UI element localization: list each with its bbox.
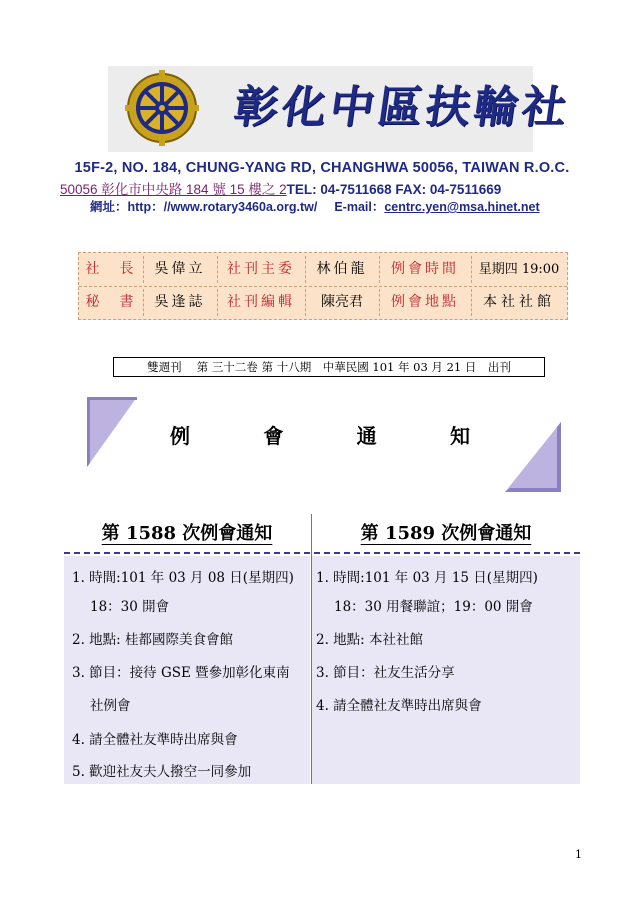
rotary-wheel-icon [112, 70, 212, 146]
notice-title-char: 會 [263, 424, 284, 448]
meeting-1588-body [64, 556, 310, 784]
column-divider [311, 514, 312, 784]
officers-row [79, 253, 567, 287]
address-chinese-line [60, 178, 600, 198]
officer-value: 陳亮君 [321, 294, 363, 310]
meeting-time-value: 星期四 19:00 [478, 262, 560, 277]
list-item: 4. 請全體社友準時出席與會 [72, 732, 238, 748]
corner-triangle-decoration [87, 397, 137, 467]
header-banner [108, 66, 574, 152]
officers-table [78, 252, 568, 320]
club-name: 彰化中區扶輪社 [230, 82, 574, 133]
meeting-place-value: 本社社館 [483, 294, 555, 310]
page-number: 1 [575, 848, 582, 861]
address-chinese[interactable]: 50056 彰化市中央路 184 號 15 樓之 2 [60, 182, 287, 197]
officer-value: 吳逢誌 [154, 294, 206, 310]
email-label: E-mail： [334, 200, 385, 214]
notice-title [140, 420, 500, 452]
officer-label: 秘 書 [85, 294, 137, 310]
officer-label: 社刊編輯 [227, 294, 295, 310]
email-link[interactable]: centrc.yen@msa.hinet.net [384, 200, 540, 214]
meeting-1589-title: 第 1589 次例會通知 [360, 523, 532, 544]
notice-title-char: 通 [356, 424, 377, 448]
list-item: 4. 請全體社友準時出席與會 [316, 698, 482, 714]
list-item: 18：30 用餐聯誼；19：00 開會 [334, 599, 533, 615]
notice-title-char: 例 [170, 424, 190, 448]
officers-row [79, 286, 567, 319]
divider [64, 552, 580, 554]
list-item: 2. 地點: 桂都國際美食會館 [72, 632, 234, 648]
tel-fax: TEL: 04-7511668 FAX: 04-7511669 [286, 182, 502, 197]
list-item: 1. 時間:101 年 03 月 08 日(星期四) [72, 570, 294, 586]
officer-label: 例會時間 [391, 261, 459, 277]
officer-value: 吳偉立 [154, 261, 206, 277]
officer-label: 例會地點 [391, 294, 459, 310]
list-item: 3. 節目：接待 GSE 暨參加彰化東南 [72, 665, 290, 681]
officer-label: 社 長 [85, 261, 137, 277]
list-item: 18：30 開會 [90, 599, 170, 615]
meeting-1589-body [312, 556, 580, 784]
list-item: 1. 時間:101 年 03 月 15 日(星期四) [316, 570, 538, 586]
website-link[interactable]: 網址：http：//www.rotary3460a.org.tw/ [90, 200, 318, 214]
list-item: 5. 歡迎社友夫人撥空一同參加 [72, 764, 252, 780]
list-item: 2. 地點: 本社社館 [316, 632, 424, 648]
address-english: 15F-2, NO. 184, CHUNG-YANG RD, CHANGHWA 50056, TAIWAN R.O.C. [74, 160, 570, 176]
officer-label: 社刊主委 [227, 261, 295, 277]
issue-line: 雙週刊 第 三十二卷 第 十八期 中華民國 101 年 03 月 21 日 出刊 [113, 357, 545, 377]
list-item: 3. 節目：社友生活分享 [316, 665, 455, 681]
meeting-1588-title: 第 1588 次例會通知 [101, 523, 273, 544]
web-email-line [90, 197, 560, 215]
officer-value: 林伯龍 [316, 261, 368, 277]
list-item: 社例會 [90, 698, 131, 714]
corner-triangle-decoration [505, 422, 561, 492]
notice-title-char: 知 [449, 424, 470, 448]
